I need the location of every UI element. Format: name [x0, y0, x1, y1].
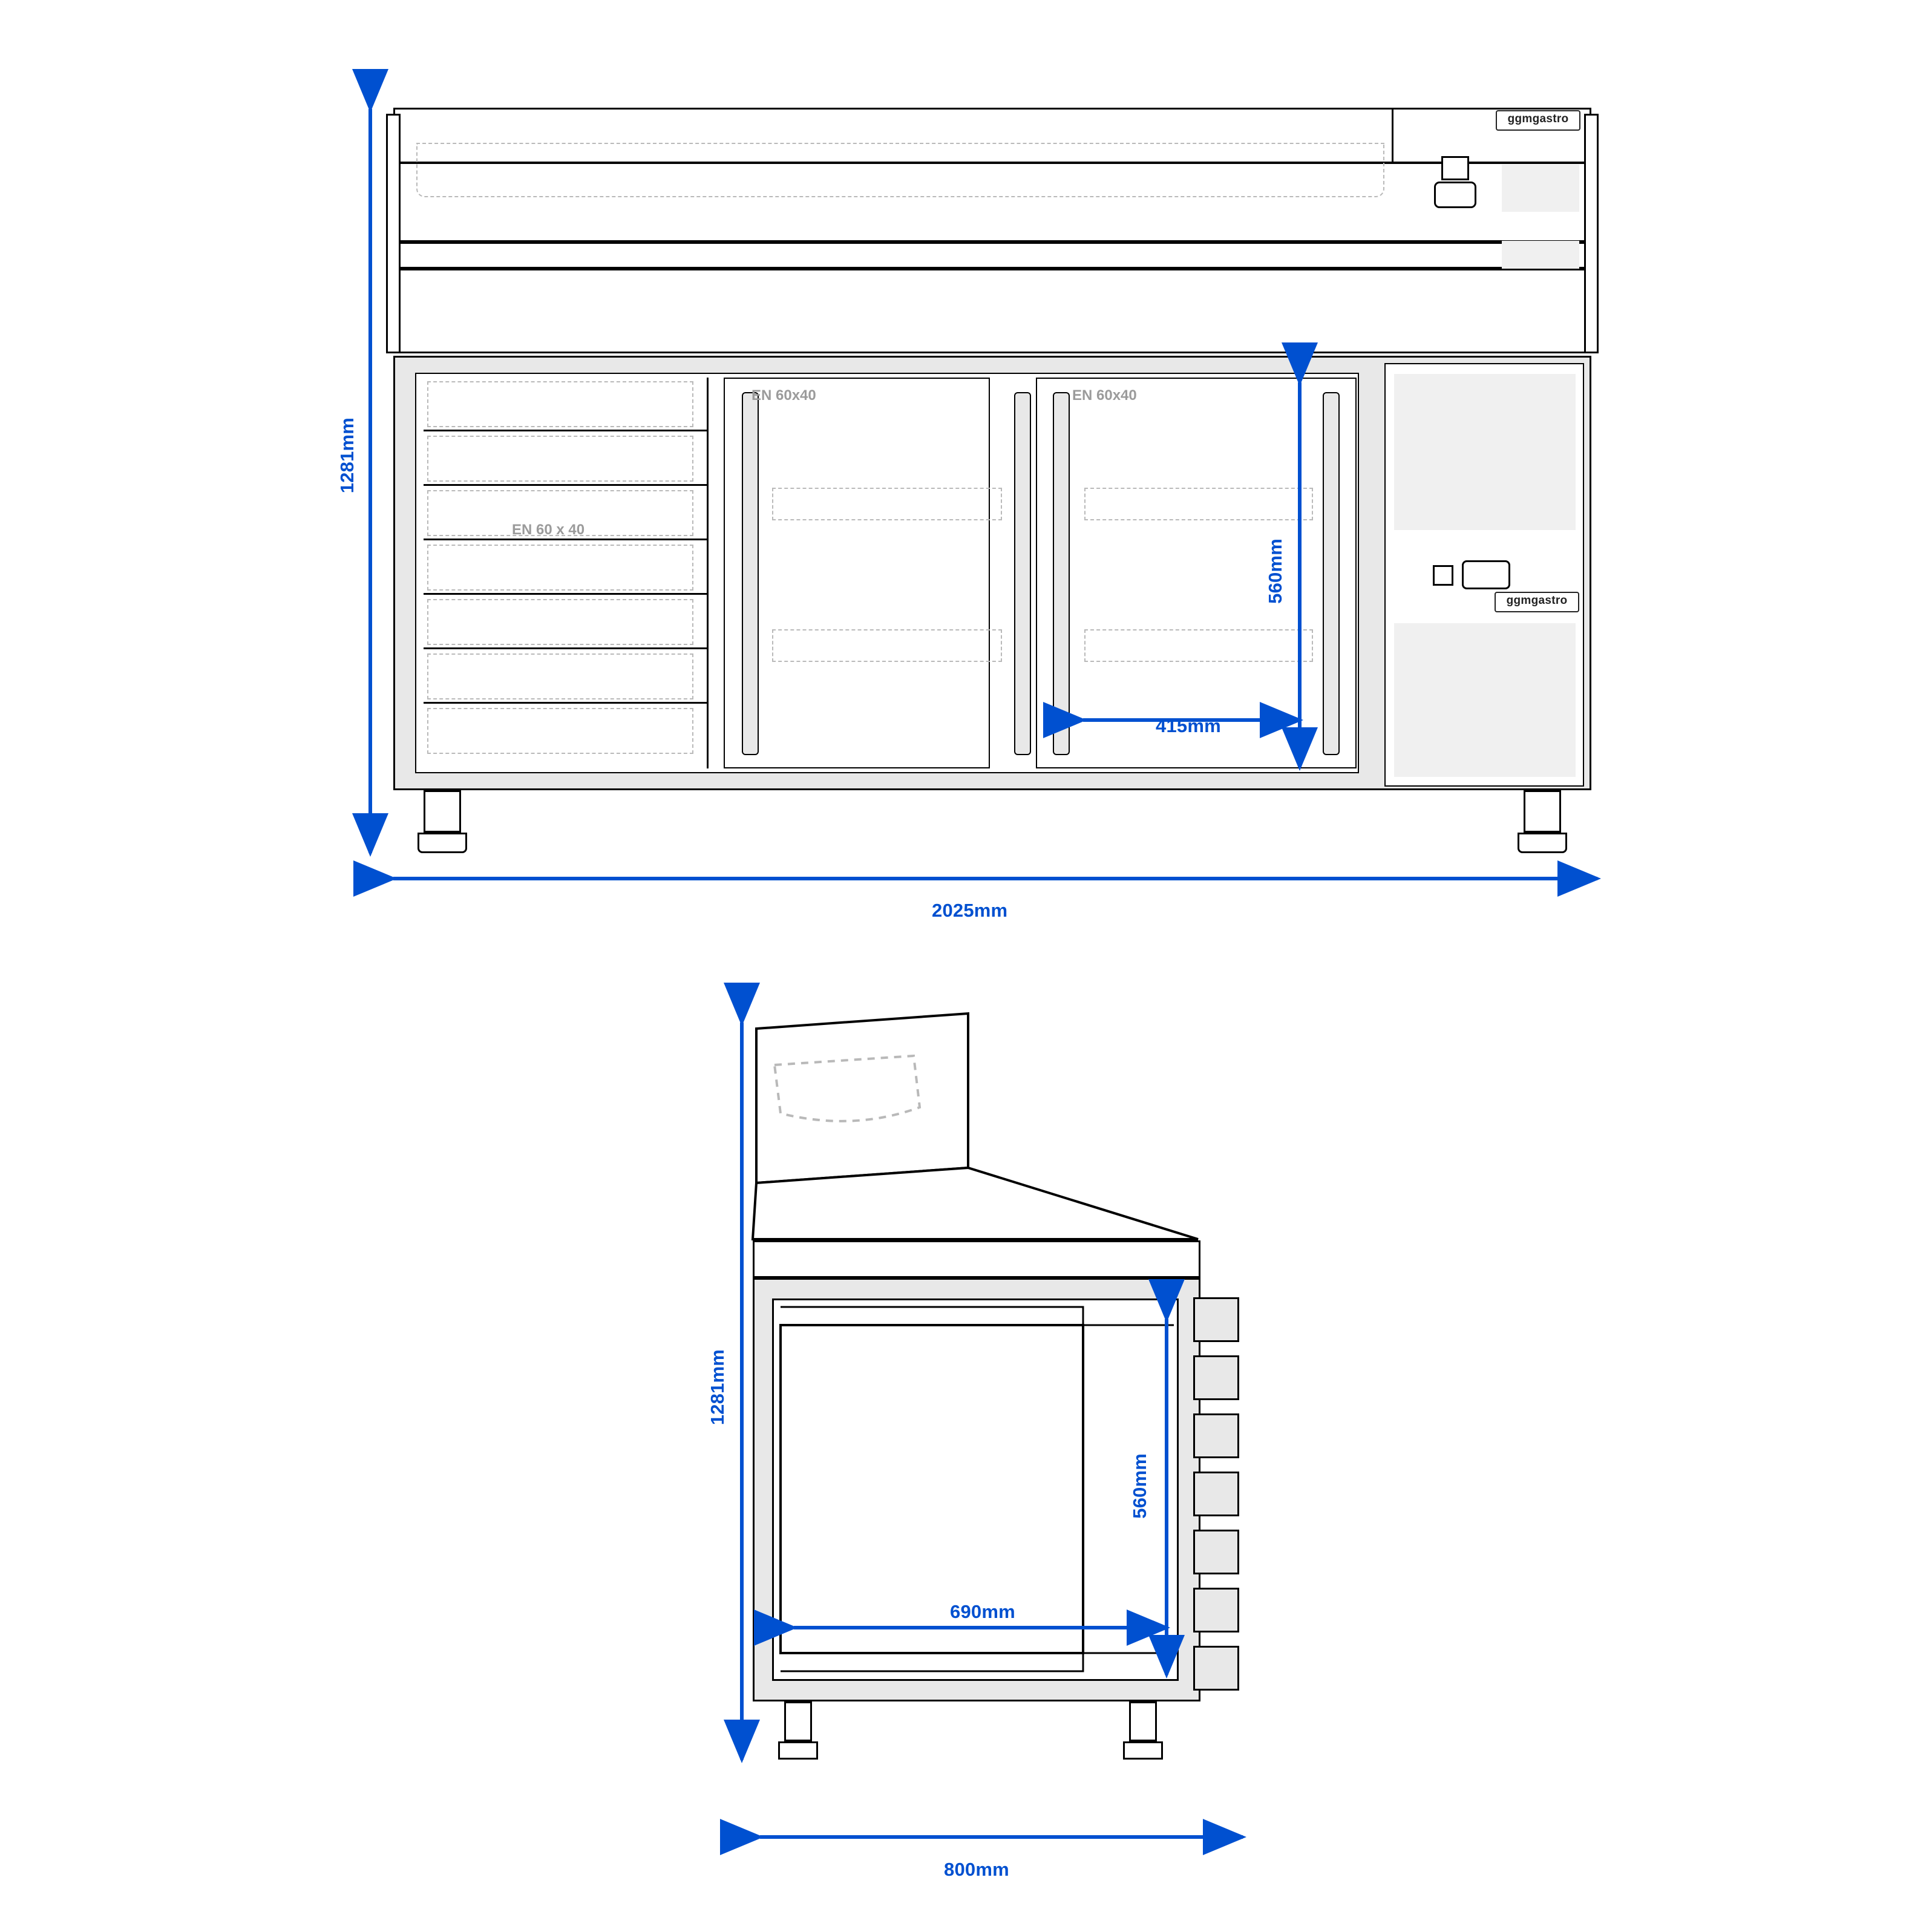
front-view-hood-end-right: [1584, 114, 1599, 353]
door-right-handle-inner: [1323, 392, 1340, 755]
side-foot-left: [778, 1741, 818, 1760]
drawer-stack: [424, 378, 697, 768]
side-drawer: [1193, 1413, 1239, 1458]
drawer-divider: [424, 593, 708, 595]
door-right-shelf-upper: [1084, 488, 1313, 520]
side-drawer: [1193, 1646, 1239, 1691]
pan-label-mid: EN 60x40: [752, 387, 816, 404]
front-view-hood-end-left: [386, 114, 401, 353]
drawer-slot: [427, 599, 693, 645]
drawer-divider: [424, 430, 708, 431]
side-width-dim-label: 800mm: [944, 1859, 1009, 1880]
side-inner-height-dim-label: 560mm: [1129, 1453, 1150, 1519]
door-left-handle: [742, 392, 759, 755]
drawer-slot: [427, 381, 693, 427]
machine-panel-upper: [1394, 374, 1576, 530]
drawer-divider: [424, 484, 708, 486]
side-view-cabinet-interior: [772, 1298, 1179, 1681]
drawer-slot: [427, 545, 693, 591]
front-inner-height-dim-label: 560mm: [1265, 539, 1286, 604]
brand-logo-machine: ggmgastro: [1495, 592, 1579, 612]
front-view-mid-rail-1: [393, 242, 1591, 269]
side-drawer: [1193, 1355, 1239, 1400]
drawer-divider: [424, 539, 708, 540]
machine-control-button: [1462, 560, 1510, 589]
front-foot-right: [1518, 833, 1567, 853]
door-right-shelf-lower: [1084, 629, 1313, 662]
machine-panel-lower: [1394, 623, 1576, 777]
front-leg-right: [1524, 790, 1561, 833]
hood-control-button: [1434, 182, 1476, 208]
machine-control-display: [1433, 565, 1453, 586]
front-height-dim-label: 1281mm: [336, 418, 358, 494]
brand-logo-top: ggmgastro: [1496, 110, 1580, 131]
drawer-column-edge: [707, 378, 709, 768]
side-view-hood-flap: [756, 1013, 968, 1171]
front-foot-left: [418, 833, 467, 853]
side-leg-left: [784, 1701, 812, 1741]
door-left-panel: [724, 378, 990, 768]
front-leg-left: [424, 790, 461, 833]
front-inner-width-dim-label: 415mm: [1156, 715, 1221, 736]
door-left-shelf-lower: [772, 629, 1002, 662]
hood-panel-plate: [1502, 165, 1579, 212]
pan-label-left: EN 60 x 40: [512, 522, 585, 538]
hood-panel-plate-2: [1502, 241, 1579, 269]
side-foot-right: [1123, 1741, 1163, 1760]
drawer-divider: [424, 702, 708, 704]
front-view-mid-rail-2: [393, 269, 1591, 353]
side-leg-right: [1129, 1701, 1157, 1741]
side-drawer: [1193, 1530, 1239, 1574]
door-right-panel: [1036, 378, 1357, 768]
door-left-handle-inner: [1014, 392, 1031, 755]
pan-label-right: EN 60x40: [1072, 387, 1137, 404]
hood-control-display: [1441, 156, 1469, 180]
side-view-top-band: [753, 1240, 1200, 1278]
side-drawer: [1193, 1588, 1239, 1632]
door-right-handle: [1053, 392, 1070, 755]
drawer-slot: [427, 653, 693, 699]
side-inner-depth-dim-label: 690mm: [950, 1601, 1015, 1622]
side-height-dim-label: 1281mm: [707, 1349, 728, 1426]
door-left-shelf-upper: [772, 488, 1002, 520]
side-drawer-rack: [1193, 1295, 1242, 1706]
front-view-hood-pan-dashed: [416, 143, 1384, 197]
front-width-dim-label: 2025mm: [932, 900, 1008, 921]
drawer-divider: [424, 647, 708, 649]
side-drawer: [1193, 1472, 1239, 1516]
side-drawer: [1193, 1297, 1239, 1342]
drawer-slot: [427, 436, 693, 482]
drawer-slot: [427, 708, 693, 754]
